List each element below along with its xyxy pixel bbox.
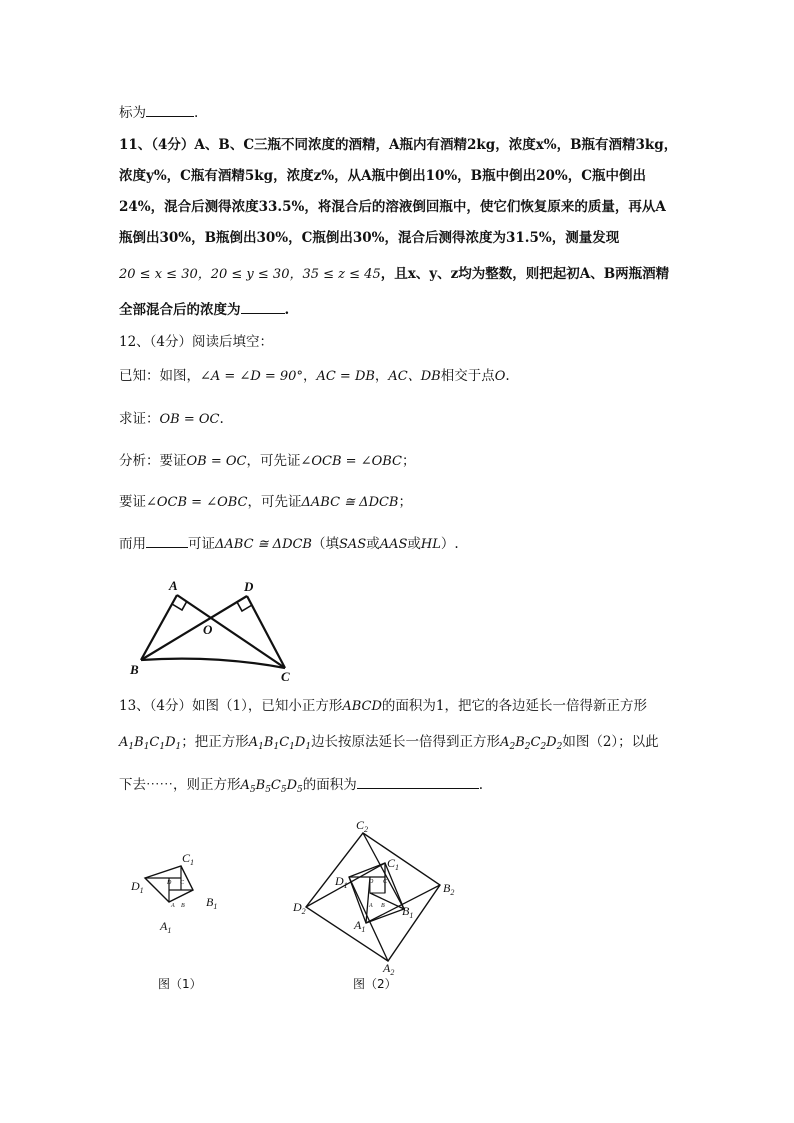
square-a5b5c5d5: $A_5B_5C_5D_5$	[240, 778, 303, 795]
svg-text:C: C	[180, 880, 185, 886]
figure-1-caption: 图（1）	[158, 977, 202, 991]
label-d: D	[244, 579, 254, 594]
q13-line-2: $A_1B_1C_1D_1$；把正方形$A_1B_1C_1D_1$边长按原法延长一倍得到正方形$A_2B_2C_2D_2$如图（2）；以此	[119, 734, 659, 752]
right-angle-mark-a	[172, 601, 187, 610]
svg-text:A1: $A_1$	[160, 919, 172, 935]
triangle-figure	[125, 575, 305, 685]
q13-line-3: 下去⋯⋯，则正方形$A_5B_5C_5D_5$的面积为 .	[119, 774, 483, 800]
q11-line-4: 瓶倒出30%，B瓶倒出30%，C瓶倒出30%，混合后测得浓度为31.5%，测量发现	[119, 230, 620, 246]
q11-line-3: 24%，混合后测得浓度33.5%，将混合后的溶液倒回瓶中，使它们恢复原来的质量，再从A	[119, 199, 666, 215]
label-c: C	[281, 669, 290, 684]
square-a2b2c2d2: $A_2B_2C_2D_2$	[500, 735, 563, 752]
segment-dc	[247, 596, 285, 668]
q13-line-1: 13、（4分）如图（1），已知小正方形ABCD的面积为1，把它的各边延长一倍得新正方形	[119, 698, 648, 714]
svg-text:A2: $A_2$	[383, 961, 395, 975]
q11-line-1: 11、（4分）A、B、C三瓶不同浓度的酒精，A瓶内有酒精2kg，浓度x%，B瓶有酒精3kg，	[119, 137, 678, 153]
answer-blank[interactable]	[357, 774, 479, 789]
figure-2-caption: 图（2）	[353, 977, 397, 991]
square-figure-1	[125, 850, 235, 940]
q11-line-5: 20 ≤ x ≤ 30，20 ≤ y ≤ 30，35 ≤ z ≤ 45，且x、y、z均为整数，则把起初A、B两瓶酒精	[119, 266, 670, 282]
q12-heading: 12、（4分）阅读后填空：	[119, 334, 274, 350]
svg-text:A: A	[171, 903, 175, 909]
q12-known: 已知：如图，∠A = ∠D = 90°，AC = DB，AC、DB相交于点O.	[119, 368, 510, 384]
answer-blank[interactable]	[146, 102, 194, 117]
q12-requirement: 要证∠OCB = ∠OBC，可先证ΔABC ≅ ΔDCB；	[119, 494, 412, 510]
svg-text:D1: $D_1$	[335, 874, 348, 890]
svg-text:B1: $B_1$	[206, 895, 218, 911]
svg-text:B: B	[181, 903, 185, 909]
square-figure-2	[290, 815, 470, 975]
svg-text:D: D	[369, 879, 374, 885]
svg-text:C1: $C_1$	[182, 851, 195, 867]
svg-text:D2: $D_2$	[293, 900, 306, 916]
q12-prove: 求证：OB = OC.	[119, 411, 224, 427]
q12-use: 而用 可证ΔABC ≅ ΔDCB（填SAS或AAS或HL）.	[119, 533, 459, 555]
answer-blank[interactable]	[241, 299, 285, 314]
q10-tail: 标为 .	[119, 102, 198, 123]
label-a: A	[169, 578, 178, 593]
svg-text:B: B	[381, 903, 385, 909]
svg-text:C1: $C_1$	[387, 856, 400, 872]
square-a1b1c1d1: $A_1B_1C_1D_1$	[119, 735, 182, 752]
label-b: B	[130, 662, 139, 677]
square-a1b1c1d1-2: $A_1B_1C_1D_1$	[248, 735, 312, 752]
segment-bc	[141, 659, 285, 668]
q12-analysis: 分析：要证OB = OC，可先证∠OCB = ∠OBC；	[119, 453, 416, 469]
svg-text:C2: $C_2$	[356, 818, 369, 834]
svg-text:A: A	[369, 903, 373, 909]
q11-line-6: 全部混合后的浓度为 .	[119, 299, 289, 320]
svg-text:B2: $B_2$	[443, 881, 455, 897]
svg-text:D: D	[167, 880, 172, 886]
answer-blank[interactable]	[146, 533, 188, 548]
q11-line-2: 浓度y%，C瓶有酒精5kg，浓度z%，从A瓶中倒出10%，B瓶中倒出20%，C瓶中倒出	[119, 168, 646, 184]
label-o: O	[203, 622, 213, 637]
svg-text:D1: $D_1$	[131, 879, 144, 895]
svg-text:C: C	[383, 879, 388, 885]
svg-text:A1: $A_1$	[354, 918, 366, 934]
svg-text:B1: $B_1$	[402, 904, 414, 920]
